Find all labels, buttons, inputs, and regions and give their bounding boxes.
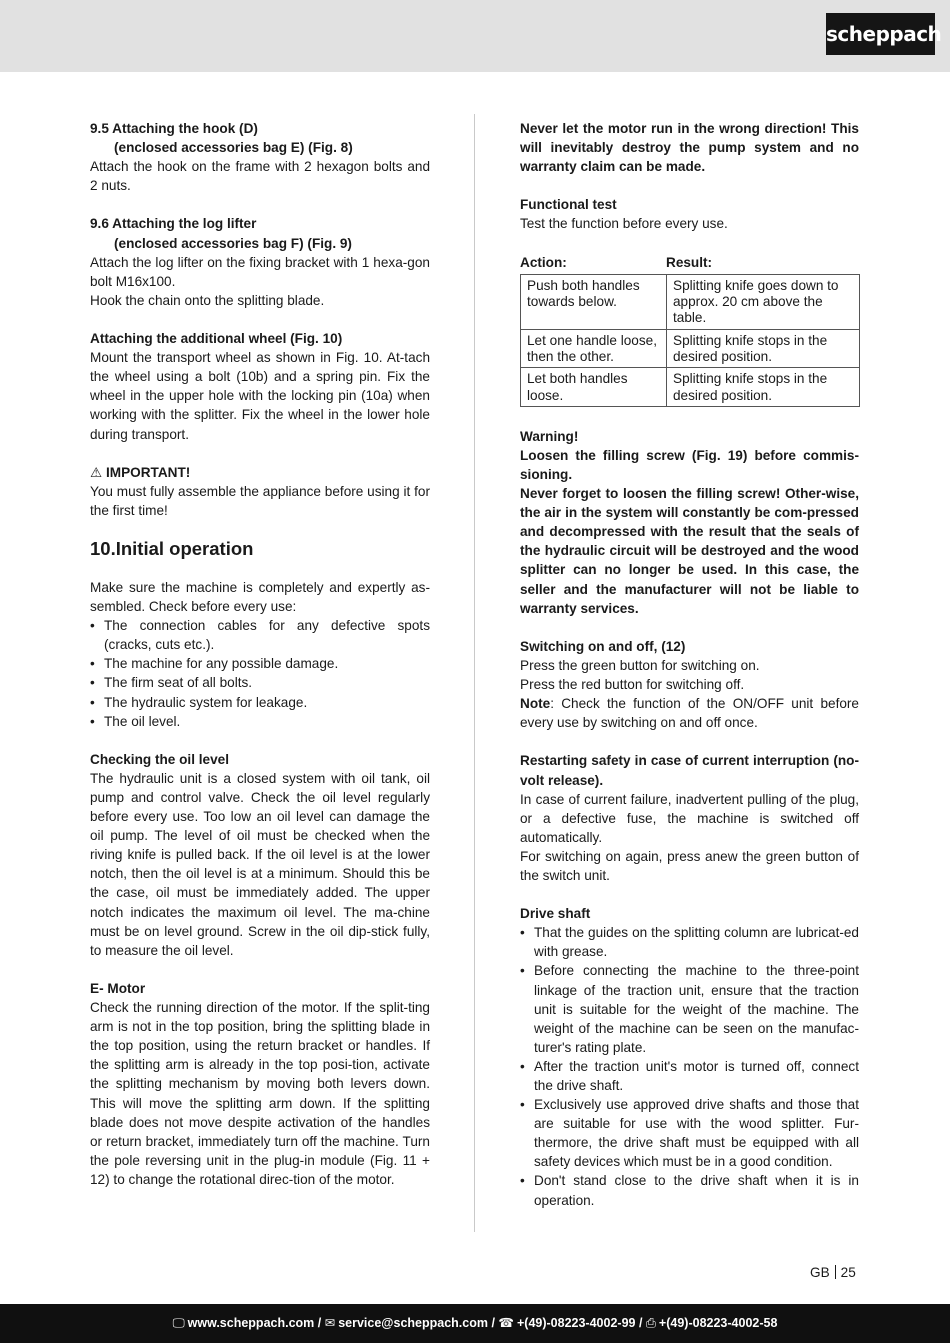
- section-9-5-title: 9.5 Attaching the hook (D): [90, 121, 258, 136]
- table-cell-result: Splitting knife stops in the desired position.: [667, 368, 860, 407]
- warning-title: Warning!: [520, 428, 579, 444]
- column-divider: [474, 114, 475, 1232]
- functional-test-body: Test the function before every use.: [520, 216, 728, 232]
- footer-phone: +(49)-08223-4002-99 /: [516, 1316, 643, 1330]
- table-cell-result: Splitting knife goes down to approx. 20 cm above the table.: [667, 274, 860, 329]
- note-body: : Check the function of the ON/OFF unit before every use by switching on and off once.: [520, 696, 859, 731]
- functional-test-table: [520, 274, 860, 407]
- table-row: [521, 368, 860, 407]
- switch-off-text: Press the red button for switching off.: [520, 677, 745, 693]
- restart-body-2: For switching on again, press anew the green button of the switch unit.: [520, 848, 859, 883]
- chapter-title: 10.Initial operation: [90, 537, 254, 559]
- list-item: • That the guides on the splitting column are lubricat-ed with grease.: [520, 923, 859, 961]
- table-cell-action: Push both handles towards below.: [521, 274, 667, 329]
- list-item: • The firm seat of all bolts.: [90, 673, 430, 692]
- restart-title: Restarting safety in case of current interruption (no-volt release).: [520, 753, 859, 788]
- footer-email[interactable]: service@scheppach.com /: [338, 1316, 495, 1330]
- motor-body: Check the running direction of the motor. If the split-ting arm is not in the top position, bring the splitting blade in the top position, using the return bracket or handles. If the splitting arm is already in the top posi-tion, activate the splitting mechanism by moving both levers down. This will move the splitting arm down. If the splitting blade does not move despite activation of the handles or return bracket, immediately turn off the machine. Turn the pole reversing unit in the plug-in module (Fig. 11 + 12) to change the rotational direc-tion of the motor.: [90, 1000, 430, 1187]
- list-item: • Exclusively use approved drive shafts and those that are suitable for use with the wood splitter. Fur-thermore, the drive shaft must be equipped with all safety devices which must be in a good condition.: [520, 1095, 859, 1171]
- section-9-5-body: Attach the hook on the frame with 2 hexagon bolts and 2 nuts.: [90, 159, 430, 194]
- email-icon: ✉: [324, 1316, 336, 1330]
- wheel-title: Attaching the additional wheel (Fig. 10): [90, 331, 343, 347]
- left-column: [90, 119, 430, 1189]
- table-row: [521, 329, 860, 368]
- list-item: • The oil level.: [90, 712, 430, 731]
- restart-body: In case of current failure, inadvertent pulling of the plug, or a defective fuse, the machine is switched off automatically.: [520, 791, 859, 845]
- intro-text: Make sure the machine is completely and expertly as-sembled. Check before every use:: [90, 579, 430, 615]
- table-cell-result: Splitting knife stops in the desired position.: [667, 329, 860, 368]
- section-9-6-body-2: Hook the chain onto the splitting blade.: [90, 292, 325, 308]
- footer-fax: +(49)-08223-4002-58: [658, 1316, 778, 1330]
- footer-bar: [0, 1304, 950, 1343]
- section-9-6-body: Attach the log lifter on the fixing bracket with 1 hexa-gon bolt M16x100.: [90, 254, 430, 289]
- table-cell-action: Let one handle loose, then the other.: [521, 329, 667, 368]
- page-number: [810, 1265, 856, 1280]
- footer-web[interactable]: www.scheppach.com /: [187, 1316, 322, 1330]
- table-row: [521, 274, 860, 329]
- note-text: [520, 694, 859, 732]
- note-label: Note: [520, 696, 551, 712]
- warning-body: Never forget to loosen the filling screw! Other-wise, the air in the system will constantly be com-pressed and decompressed with the result that the seals of the hydraulic circuit will be destroyed and the wood splitter can no longer be used. In this case, the seller and the manufacturer will not be liable to warranty services.: [520, 486, 859, 616]
- switch-on-text: Press the green button for switching on.: [520, 657, 760, 673]
- important-body: You must fully assemble the appliance before using it for the first time!: [90, 483, 430, 518]
- switching-title: Switching on and off, (12): [520, 638, 686, 654]
- drive-shaft-title: Drive shaft: [520, 906, 591, 922]
- section-9-6-subtitle: (enclosed accessories bag F) (Fig. 9): [114, 235, 352, 251]
- table-cell-action: Let both handles loose.: [521, 368, 667, 407]
- motor-title: E- Motor: [90, 980, 146, 996]
- test-table-header: [520, 253, 859, 272]
- wheel-body: Mount the transport wheel as shown in Fig. 10. At-tach the wheel using a bolt (10b) and a spring pin. Fix the wheel in the upper hole with the locking pin (10a) when working with the splitter. Fix the wheel in the lower hole during transport.: [90, 350, 430, 442]
- functional-test-title: Functional test: [520, 197, 617, 213]
- important-title: ⚠ IMPORTANT!: [90, 464, 191, 480]
- result-header: Result:: [666, 254, 713, 270]
- motor-warning: Never let the motor run in the wrong direction! This will inevitably destroy the pump system and no warranty claim can be made.: [520, 121, 859, 175]
- list-item: • The machine for any possible damage.: [90, 654, 430, 673]
- phone-icon: ☎: [498, 1316, 514, 1330]
- section-9-6-title: 9.6 Attaching the log lifter: [90, 216, 257, 232]
- drive-shaft-list: [520, 923, 859, 1209]
- page-lang: GB: [810, 1265, 830, 1280]
- list-item: • After the traction unit's motor is turned off, connect the drive shaft.: [520, 1057, 859, 1095]
- warning-line: Loosen the filling screw (Fig. 19) before commis-sioning.: [520, 447, 859, 483]
- right-column: [520, 119, 859, 1210]
- action-header: Action:: [520, 254, 567, 270]
- fax-icon: ⎙: [645, 1316, 656, 1330]
- list-item: • Don't stand close to the drive shaft when it is in operation.: [520, 1171, 859, 1209]
- oil-level-title: Checking the oil level: [90, 751, 229, 767]
- list-item: • The hydraulic system for leakage.: [90, 693, 430, 712]
- section-9-5-subtitle: (enclosed accessories bag E) (Fig. 8): [114, 140, 353, 156]
- list-item: • Before connecting the machine to the three-point linkage of the traction unit, ensure that the traction unit is suitable for the weight of the machine. The weight of the machine can be seen on the manufac-turer's rating plate.: [520, 961, 859, 1056]
- oil-level-body: The hydraulic unit is a closed system with oil tank, oil pump and control valve. Check the oil level regularly before every use. Too low an oil level can damage the oil pump. The level of oil must be checked when the riving knife is pulled back. If the oil level is at the lower notch, then the oil level is at a minimum. Should this be the case, oil must be immediately added. The upper notch indicates the maximum oil level. The ma-chine must be on level ground. Screw in the oil dip-stick fully, to measure the oil level.: [90, 770, 430, 958]
- list-item: • The connection cables for any defective spots (cracks, cuts etc.).: [90, 616, 430, 654]
- page-num: 25: [840, 1265, 856, 1280]
- computer-icon: 🖵: [172, 1316, 185, 1330]
- scheppach-logo: scheppach: [826, 13, 935, 55]
- checklist: [90, 616, 430, 731]
- header-bar: [0, 0, 950, 72]
